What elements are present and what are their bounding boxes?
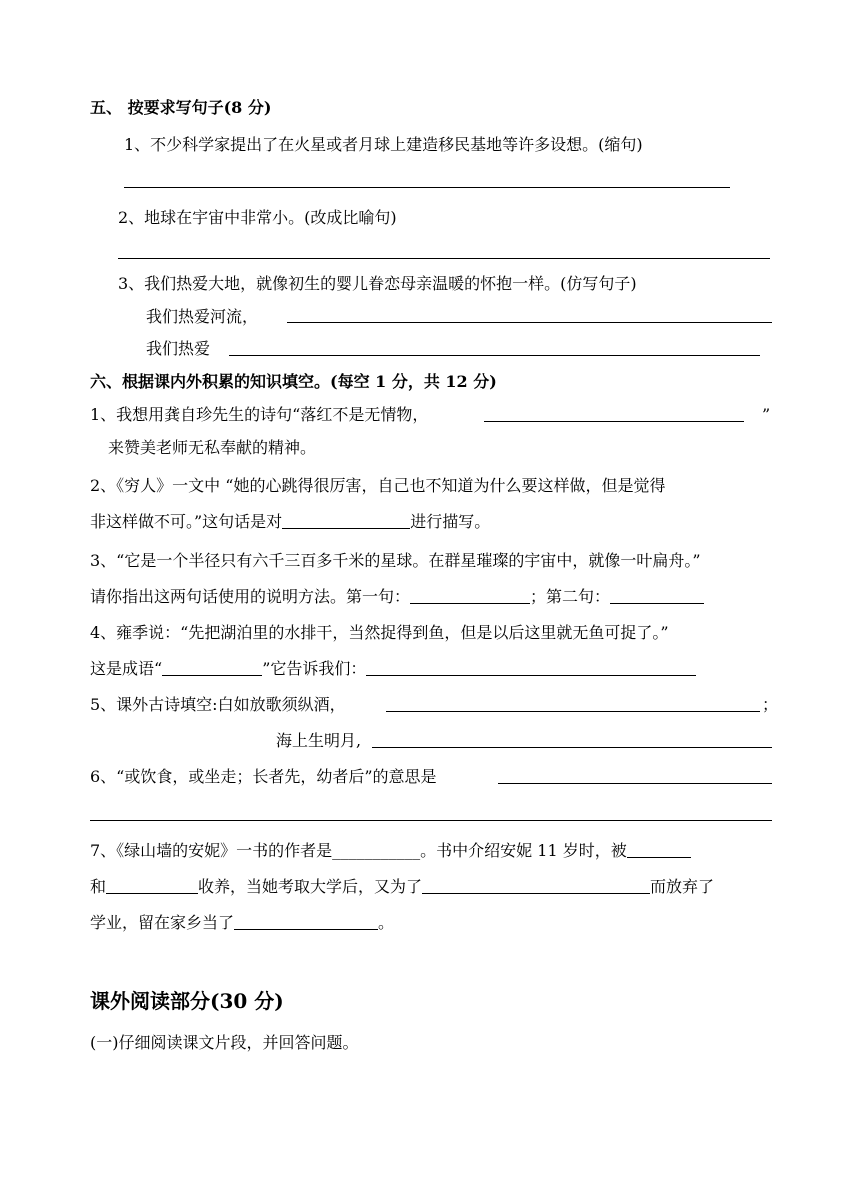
s6-question-2-cont [90,511,490,533]
answer-blank[interactable] [282,512,410,529]
answer-line[interactable] [386,711,760,712]
answer-line[interactable] [372,747,772,748]
s6-question-7 [90,840,691,862]
text: 而放弃了 [650,877,715,896]
answer-blank[interactable] [234,913,378,930]
text: 收养，当她考取大学后，又为了 [198,877,423,896]
answer-blank[interactable] [366,659,696,676]
answer-line[interactable] [124,187,730,188]
s5-question-3: 3、我们热爱大地，就像初生的婴儿眷恋母亲温暖的怀抱一样。(仿写句子) [118,274,637,293]
s6-question-1: 1、我想用龚自珍先生的诗句“落红不是无情物， [90,405,429,424]
s6-question-6: 6、“或饮食，或坐走；长者先，幼者后”的意思是 [90,767,437,786]
s6-question-4-cont [90,658,696,680]
s5-question-2: 2、地球在宇宙中非常小。(改成比喻句) [118,208,397,227]
s5-q3-prompt-river: 我们热爱河流， [146,307,259,326]
answer-blank[interactable] [410,587,530,604]
answer-line[interactable] [90,820,772,821]
answer-blank[interactable] [610,587,704,604]
text: 和 [90,877,107,896]
s6-question-5: 5、课外古诗填空:白如放歌须纵酒， [90,695,346,714]
text: 请你指出这两句话使用的说明方法。第一句： [90,587,411,606]
answer-blank[interactable] [106,877,198,894]
answer-line[interactable] [484,421,744,422]
s6-q1-close-quote: ” [762,405,771,424]
section6-heading: 六、根据课内外积累的知识填空。(每空 1 分，共 12 分) [90,372,497,391]
text: ”它告诉我们： [262,659,367,678]
section5-heading: 五、 按要求写句子(8 分) [90,98,272,117]
s6-question-7-cont [90,876,714,898]
s6-question-4: 4、雍季说：“先把湖泊里的水排干，当然捉得到鱼，但是以后这里就无鱼可捉了。” [90,623,669,642]
answer-blank[interactable] [422,877,650,894]
answer-line[interactable] [498,783,772,784]
s6-question-1-cont: 来赞美老师无私奉献的精神。 [108,438,317,457]
answer-line[interactable] [229,355,760,356]
reading-subheading: (一)仔细阅读课文片段，并回答问题。 [90,1033,359,1052]
answer-blank[interactable] [627,841,691,858]
text: 学业，留在家乡当了 [90,913,235,932]
text: ；第二句： [530,587,611,606]
answer-line[interactable] [118,258,770,259]
text: 进行描写。 [410,512,491,531]
text: 非这样做不可。”这句话是对 [90,512,283,531]
text: 这是成语“ [90,659,163,678]
text: 7、《绿山墙的安妮》一书的作者是___________。书中介绍安妮 11 岁时，被 [90,841,627,860]
s5-q3-prompt-love: 我们热爱 [146,339,211,358]
s6-q5-semicolon: ； [762,695,779,714]
s6-question-3-cont [90,586,704,608]
answer-line[interactable] [287,322,772,323]
s6-question-5-cont: 海上生明月, [276,731,362,750]
s6-question-3: 3、“它是一个半径只有六千三百多千米的星球。在群星璀璨的宇宙中，就像一叶扁舟。” [90,551,701,570]
s6-question-2: 2、《穷人》一文中 “她的心跳得很厉害，自己也不知道为什么要这样做，但是觉得 [90,476,666,495]
s5-question-1: 1、不少科学家提出了在火星或者月球上建造移民基地等许多设想。(缩句) [124,135,643,154]
text: 。 [378,913,395,932]
reading-section-heading: 课外阅读部分(30 分) [90,989,284,1013]
answer-blank[interactable] [162,659,262,676]
s6-question-7-end [90,912,394,934]
